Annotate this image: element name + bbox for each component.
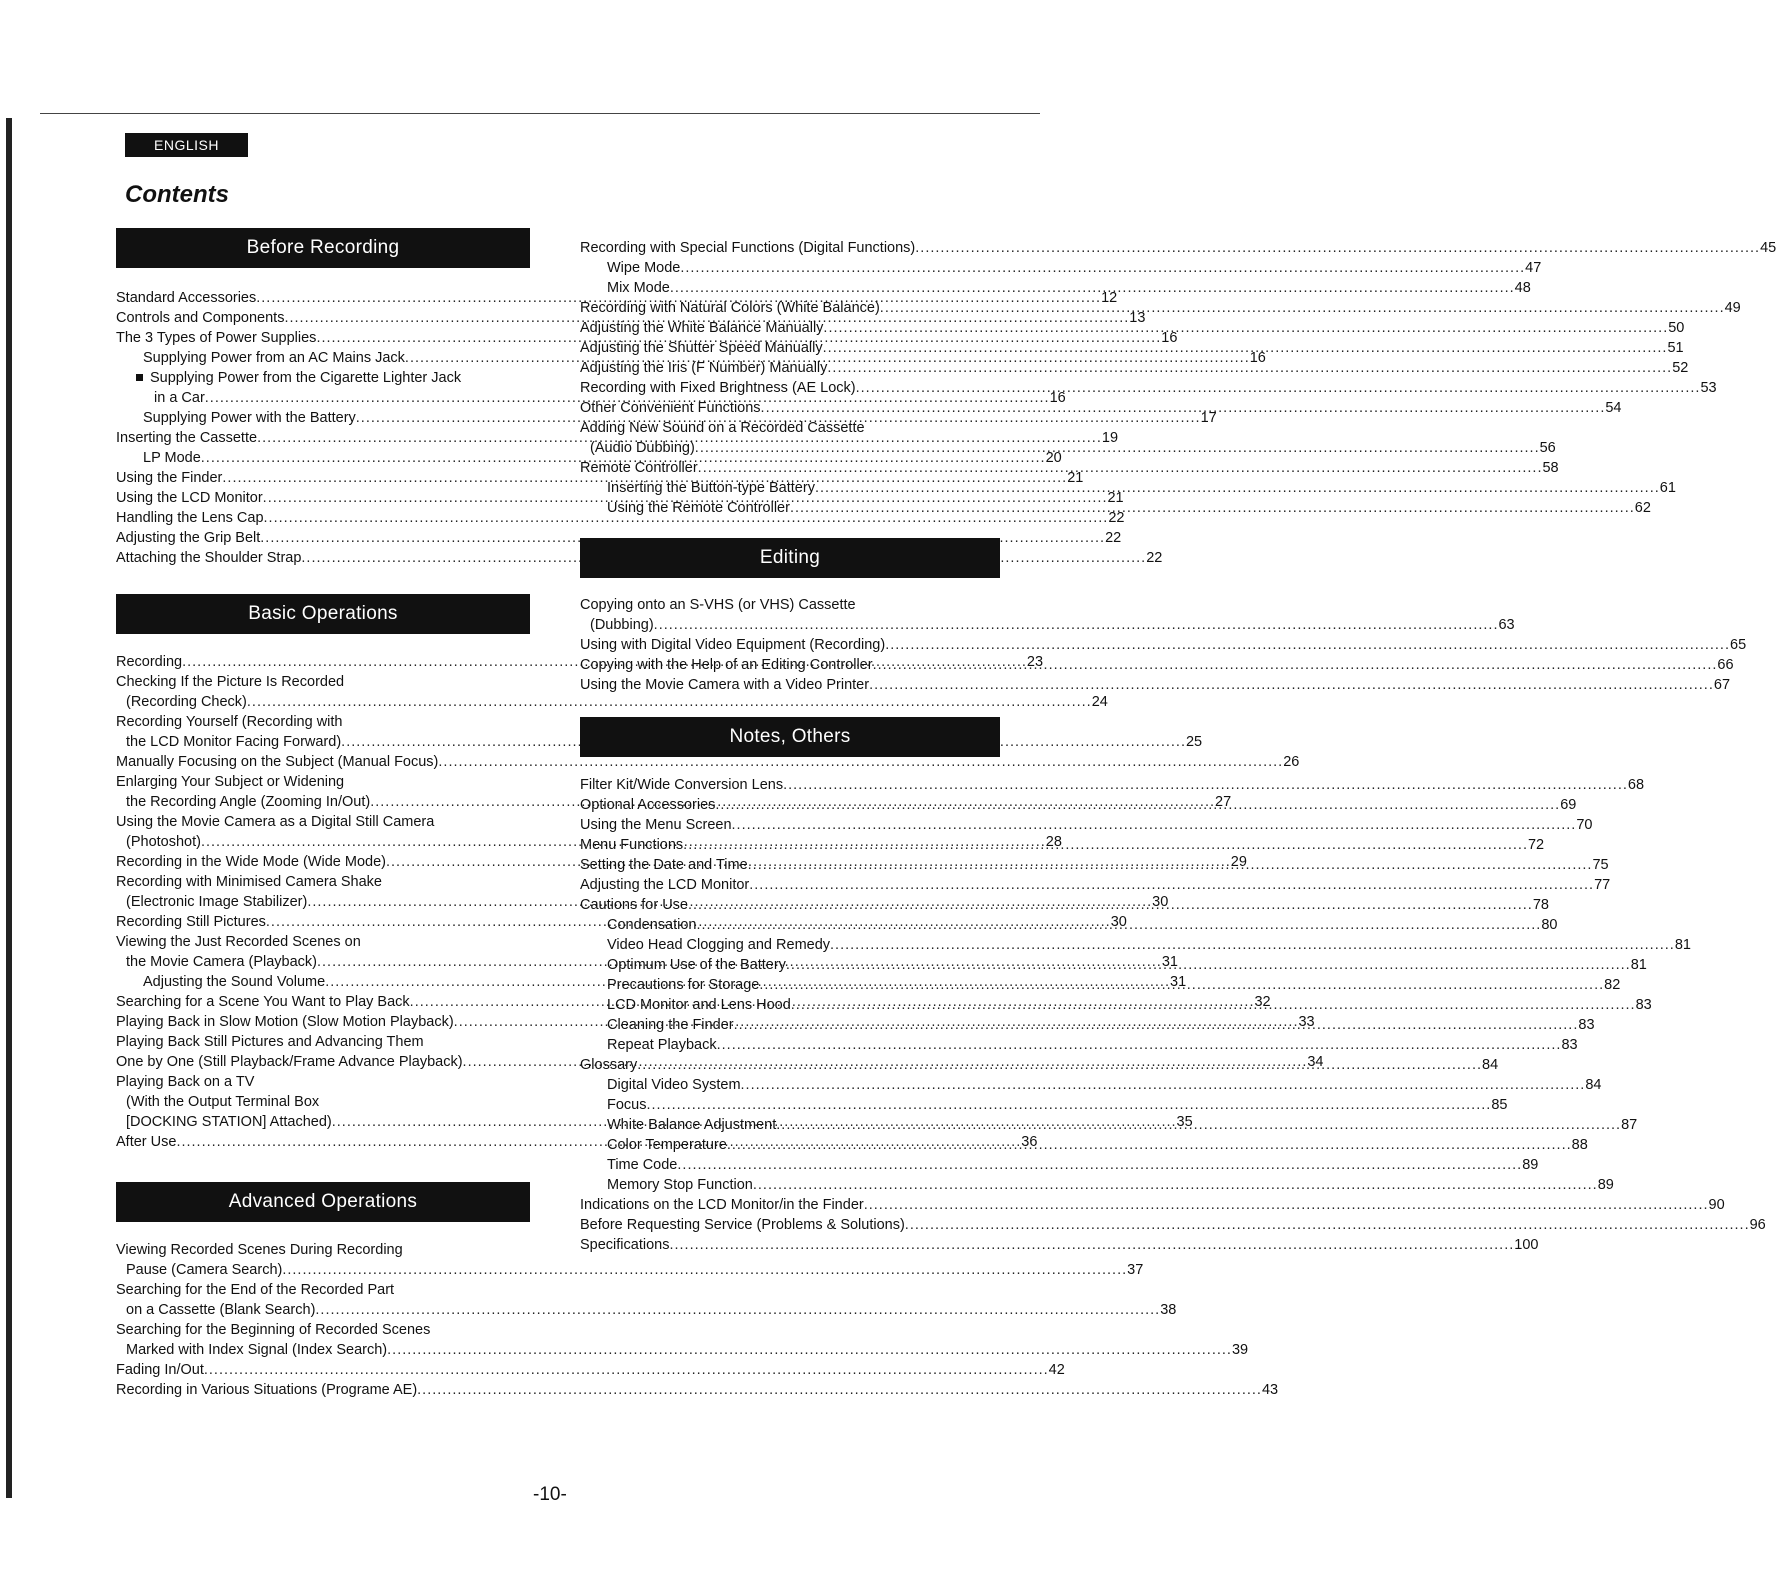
toc-entry[interactable]: Recording with Natural Colors (White Balance) ..... 49 <box>580 298 1000 318</box>
toc-entry[interactable]: Wipe Mode ..... 47 <box>580 258 1000 278</box>
toc-entry[interactable]: Viewing the Just Recorded Scenes on <box>116 934 361 950</box>
toc-entry[interactable]: Playing Back Still Pictures and Advancing Them <box>116 1034 424 1050</box>
toc-entry[interactable]: Copying onto an S-VHS (or VHS) Cassette <box>580 597 856 613</box>
section-heading-basic-operations: Basic Operations <box>116 594 530 634</box>
toc-entry[interactable]: the LCD Monitor Facing Forward) ..... 25 <box>116 732 530 752</box>
toc-entry[interactable]: the Movie Camera (Playback) ..... 31 <box>116 952 530 972</box>
toc-entry[interactable]: Inserting the Cassette ..... 19 <box>116 428 530 448</box>
page-number: -10- <box>533 1484 567 1505</box>
language-badge: ENGLISH <box>125 133 248 157</box>
toc-entry[interactable]: Searching for the Beginning of Recorded Scenes <box>116 1322 431 1338</box>
toc-entry[interactable]: Using the Finder ..... 21 <box>116 468 530 488</box>
toc-entry[interactable]: Specifications ..... 100 <box>580 1235 1000 1255</box>
toc-entry[interactable]: Fading In/Out ..... 42 <box>116 1360 530 1380</box>
toc-entry[interactable]: (Electronic Image Stabilizer) ..... 30 <box>116 892 530 912</box>
toc-entry[interactable]: Playing Back in Slow Motion (Slow Motion Playback) ..... 33 <box>116 1012 530 1032</box>
toc-entry[interactable]: After Use ..... 36 <box>116 1132 530 1152</box>
toc-entry[interactable]: Adding New Sound on a Recorded Cassette <box>580 420 865 436</box>
toc-entry[interactable]: Optimum Use of the Battery ..... 81 <box>580 955 1000 975</box>
toc-entry[interactable]: Pause (Camera Search) ..... 37 <box>116 1260 530 1280</box>
toc-entry[interactable]: the Recording Angle (Zooming In/Out) ..... 27 <box>116 792 530 812</box>
toc-entry[interactable]: (Audio Dubbing) ..... 56 <box>580 438 1000 458</box>
toc-entry[interactable]: Standard Accessories ..... 12 <box>116 288 530 308</box>
toc-entry[interactable]: Using the Movie Camera as a Digital Still Camera <box>116 814 435 830</box>
toc-entry[interactable]: Recording Still Pictures ..... 30 <box>116 912 530 932</box>
toc-entry[interactable]: Setting the Date and Time ..... 75 <box>580 855 1000 875</box>
toc-entry[interactable]: Recording with Fixed Brightness (AE Lock) ..... 53 <box>580 378 1000 398</box>
section-heading-before-recording: Before Recording <box>116 228 530 268</box>
section-heading-notes-others: Notes, Others <box>580 717 1000 757</box>
toc-entry[interactable]: Glossary ..... 84 <box>580 1055 1000 1075</box>
toc-entry[interactable]: Precautions for Storage ..... 82 <box>580 975 1000 995</box>
toc-entry[interactable]: Supplying Power from an AC Mains Jack ..... 16 <box>116 348 530 368</box>
toc-entry[interactable]: Viewing Recorded Scenes During Recording <box>116 1242 403 1258</box>
toc-entry[interactable]: The 3 Types of Power Supplies ..... 16 <box>116 328 530 348</box>
toc-entry[interactable]: Filter Kit/Wide Conversion Lens ..... 68 <box>580 775 1000 795</box>
toc-entry[interactable]: Adjusting the LCD Monitor ..... 77 <box>580 875 1000 895</box>
toc-entry[interactable]: Indications on the LCD Monitor/in the Finder ..... 90 <box>580 1195 1000 1215</box>
toc-entry[interactable]: Cautions for Use ..... 78 <box>580 895 1000 915</box>
toc-entry[interactable]: Memory Stop Function ..... 89 <box>580 1175 1000 1195</box>
toc-entry[interactable]: Cleaning the Finder ..... 83 <box>580 1015 1000 1035</box>
binding-edge <box>6 118 12 1498</box>
toc-entry[interactable]: White Balance Adjustment ..... 87 <box>580 1115 1000 1135</box>
toc-entry[interactable]: Mix Mode ..... 48 <box>580 278 1000 298</box>
toc-entry[interactable]: Attaching the Shoulder Strap ..... 22 <box>116 548 530 568</box>
toc-entry[interactable]: Before Requesting Service (Problems & Solutions) ..... 96 <box>580 1215 1000 1235</box>
toc-entry[interactable]: Video Head Clogging and Remedy ..... 81 <box>580 935 1000 955</box>
toc-entry[interactable]: on a Cassette (Blank Search) ..... 38 <box>116 1300 530 1320</box>
toc-entry[interactable]: Recording in Various Situations (Programe AE) ..... 43 <box>116 1380 530 1400</box>
toc-entry[interactable]: Searching for a Scene You Want to Play Back ..... 32 <box>116 992 530 1012</box>
toc-entry[interactable]: Inserting the Button-type Battery ..... 61 <box>580 478 1000 498</box>
toc-entry[interactable]: Condensation ..... 80 <box>580 915 1000 935</box>
toc-entry[interactable]: Searching for the End of the Recorded Part <box>116 1282 395 1298</box>
toc-entry[interactable]: Using with Digital Video Equipment (Recording) ..... 65 <box>580 635 1000 655</box>
section-heading-editing: Editing <box>580 538 1000 578</box>
toc-entry[interactable]: Adjusting the White Balance Manually ..... 50 <box>580 318 1000 338</box>
toc-entry[interactable]: Time Code ..... 89 <box>580 1155 1000 1175</box>
toc-entry[interactable]: (Dubbing) ..... 63 <box>580 615 1000 635</box>
toc-entry[interactable]: Other Convenient Functions ..... 54 <box>580 398 1000 418</box>
toc-entry[interactable]: Manually Focusing on the Subject (Manual Focus) ..... 26 <box>116 752 530 772</box>
section-heading-advanced-operations: Advanced Operations <box>116 1182 530 1222</box>
toc-entry[interactable]: Repeat Playback ..... 83 <box>580 1035 1000 1055</box>
toc-entry[interactable]: Recording Yourself (Recording with <box>116 714 343 730</box>
toc-entry[interactable]: Enlarging Your Subject or Widening <box>116 774 345 790</box>
toc-entry[interactable]: LP Mode ..... 20 <box>116 448 530 468</box>
toc-entry[interactable]: Controls and Components ..... 13 <box>116 308 530 328</box>
toc-entry[interactable]: Color Temperature ..... 88 <box>580 1135 1000 1155</box>
toc-entry[interactable]: (Photoshot) ..... 28 <box>116 832 530 852</box>
toc-entry[interactable]: [DOCKING STATION] Attached) ..... 35 <box>116 1112 530 1132</box>
toc-entry[interactable]: Digital Video System ..... 84 <box>580 1075 1000 1095</box>
toc-entry[interactable]: Menu Functions ..... 72 <box>580 835 1000 855</box>
toc-entry[interactable]: Recording ..... 23 <box>116 652 530 672</box>
toc-entry[interactable]: (With the Output Terminal Box <box>126 1094 320 1110</box>
toc-entry[interactable]: Checking If the Picture Is Recorded <box>116 674 345 690</box>
toc-entry[interactable]: Using the LCD Monitor ..... 21 <box>116 488 530 508</box>
toc-entry[interactable]: Copying with the Help of an Editing Controller ..... 66 <box>580 655 1000 675</box>
toc-entry[interactable]: Recording in the Wide Mode (Wide Mode) ..... 29 <box>116 852 530 872</box>
toc-entry[interactable]: Playing Back on a TV <box>116 1074 255 1090</box>
toc-entry[interactable]: Adjusting the Grip Belt ..... 22 <box>116 528 530 548</box>
toc-entry[interactable]: Adjusting the Iris (F Number) Manually ..... 52 <box>580 358 1000 378</box>
toc-entry[interactable]: Marked with Index Signal (Index Search) ..... 39 <box>116 1340 530 1360</box>
toc-entry[interactable]: (Recording Check) ..... 24 <box>116 692 530 712</box>
toc-entry[interactable]: in a Car ..... 16 <box>116 388 530 408</box>
toc-entry[interactable]: Recording with Special Functions (Digital Functions) ..... 45 <box>580 238 1000 258</box>
toc-entry[interactable]: Focus ..... 85 <box>580 1095 1000 1115</box>
top-rule <box>40 113 1040 114</box>
toc-entry[interactable]: One by One (Still Playback/Frame Advance Playback) ..... 34 <box>116 1052 530 1072</box>
toc-entry[interactable]: Remote Controller ..... 58 <box>580 458 1000 478</box>
toc-entry[interactable]: Supplying Power from the Cigarette Lighter Jack <box>116 368 530 388</box>
toc-entry[interactable]: Using the Menu Screen ..... 70 <box>580 815 1000 835</box>
toc-entry[interactable]: Handling the Lens Cap ..... 22 <box>116 508 530 528</box>
toc-entry[interactable]: Adjusting the Sound Volume ..... 31 <box>116 972 530 992</box>
square-bullet-icon <box>136 374 143 381</box>
toc-entry[interactable]: Using the Remote Controller ..... 62 <box>580 498 1000 518</box>
toc-entry[interactable]: Optional Accessories ..... 69 <box>580 795 1000 815</box>
page-title: Contents <box>125 181 229 208</box>
toc-entry[interactable]: LCD Monitor and Lens Hood ..... 83 <box>580 995 1000 1015</box>
toc-entry[interactable]: Using the Movie Camera with a Video Printer ..... 67 <box>580 675 1000 695</box>
toc-entry[interactable]: Supplying Power with the Battery ..... 17 <box>116 408 530 428</box>
toc-entry[interactable]: Adjusting the Shutter Speed Manually ..... 51 <box>580 338 1000 358</box>
toc-entry[interactable]: Recording with Minimised Camera Shake <box>116 874 382 890</box>
